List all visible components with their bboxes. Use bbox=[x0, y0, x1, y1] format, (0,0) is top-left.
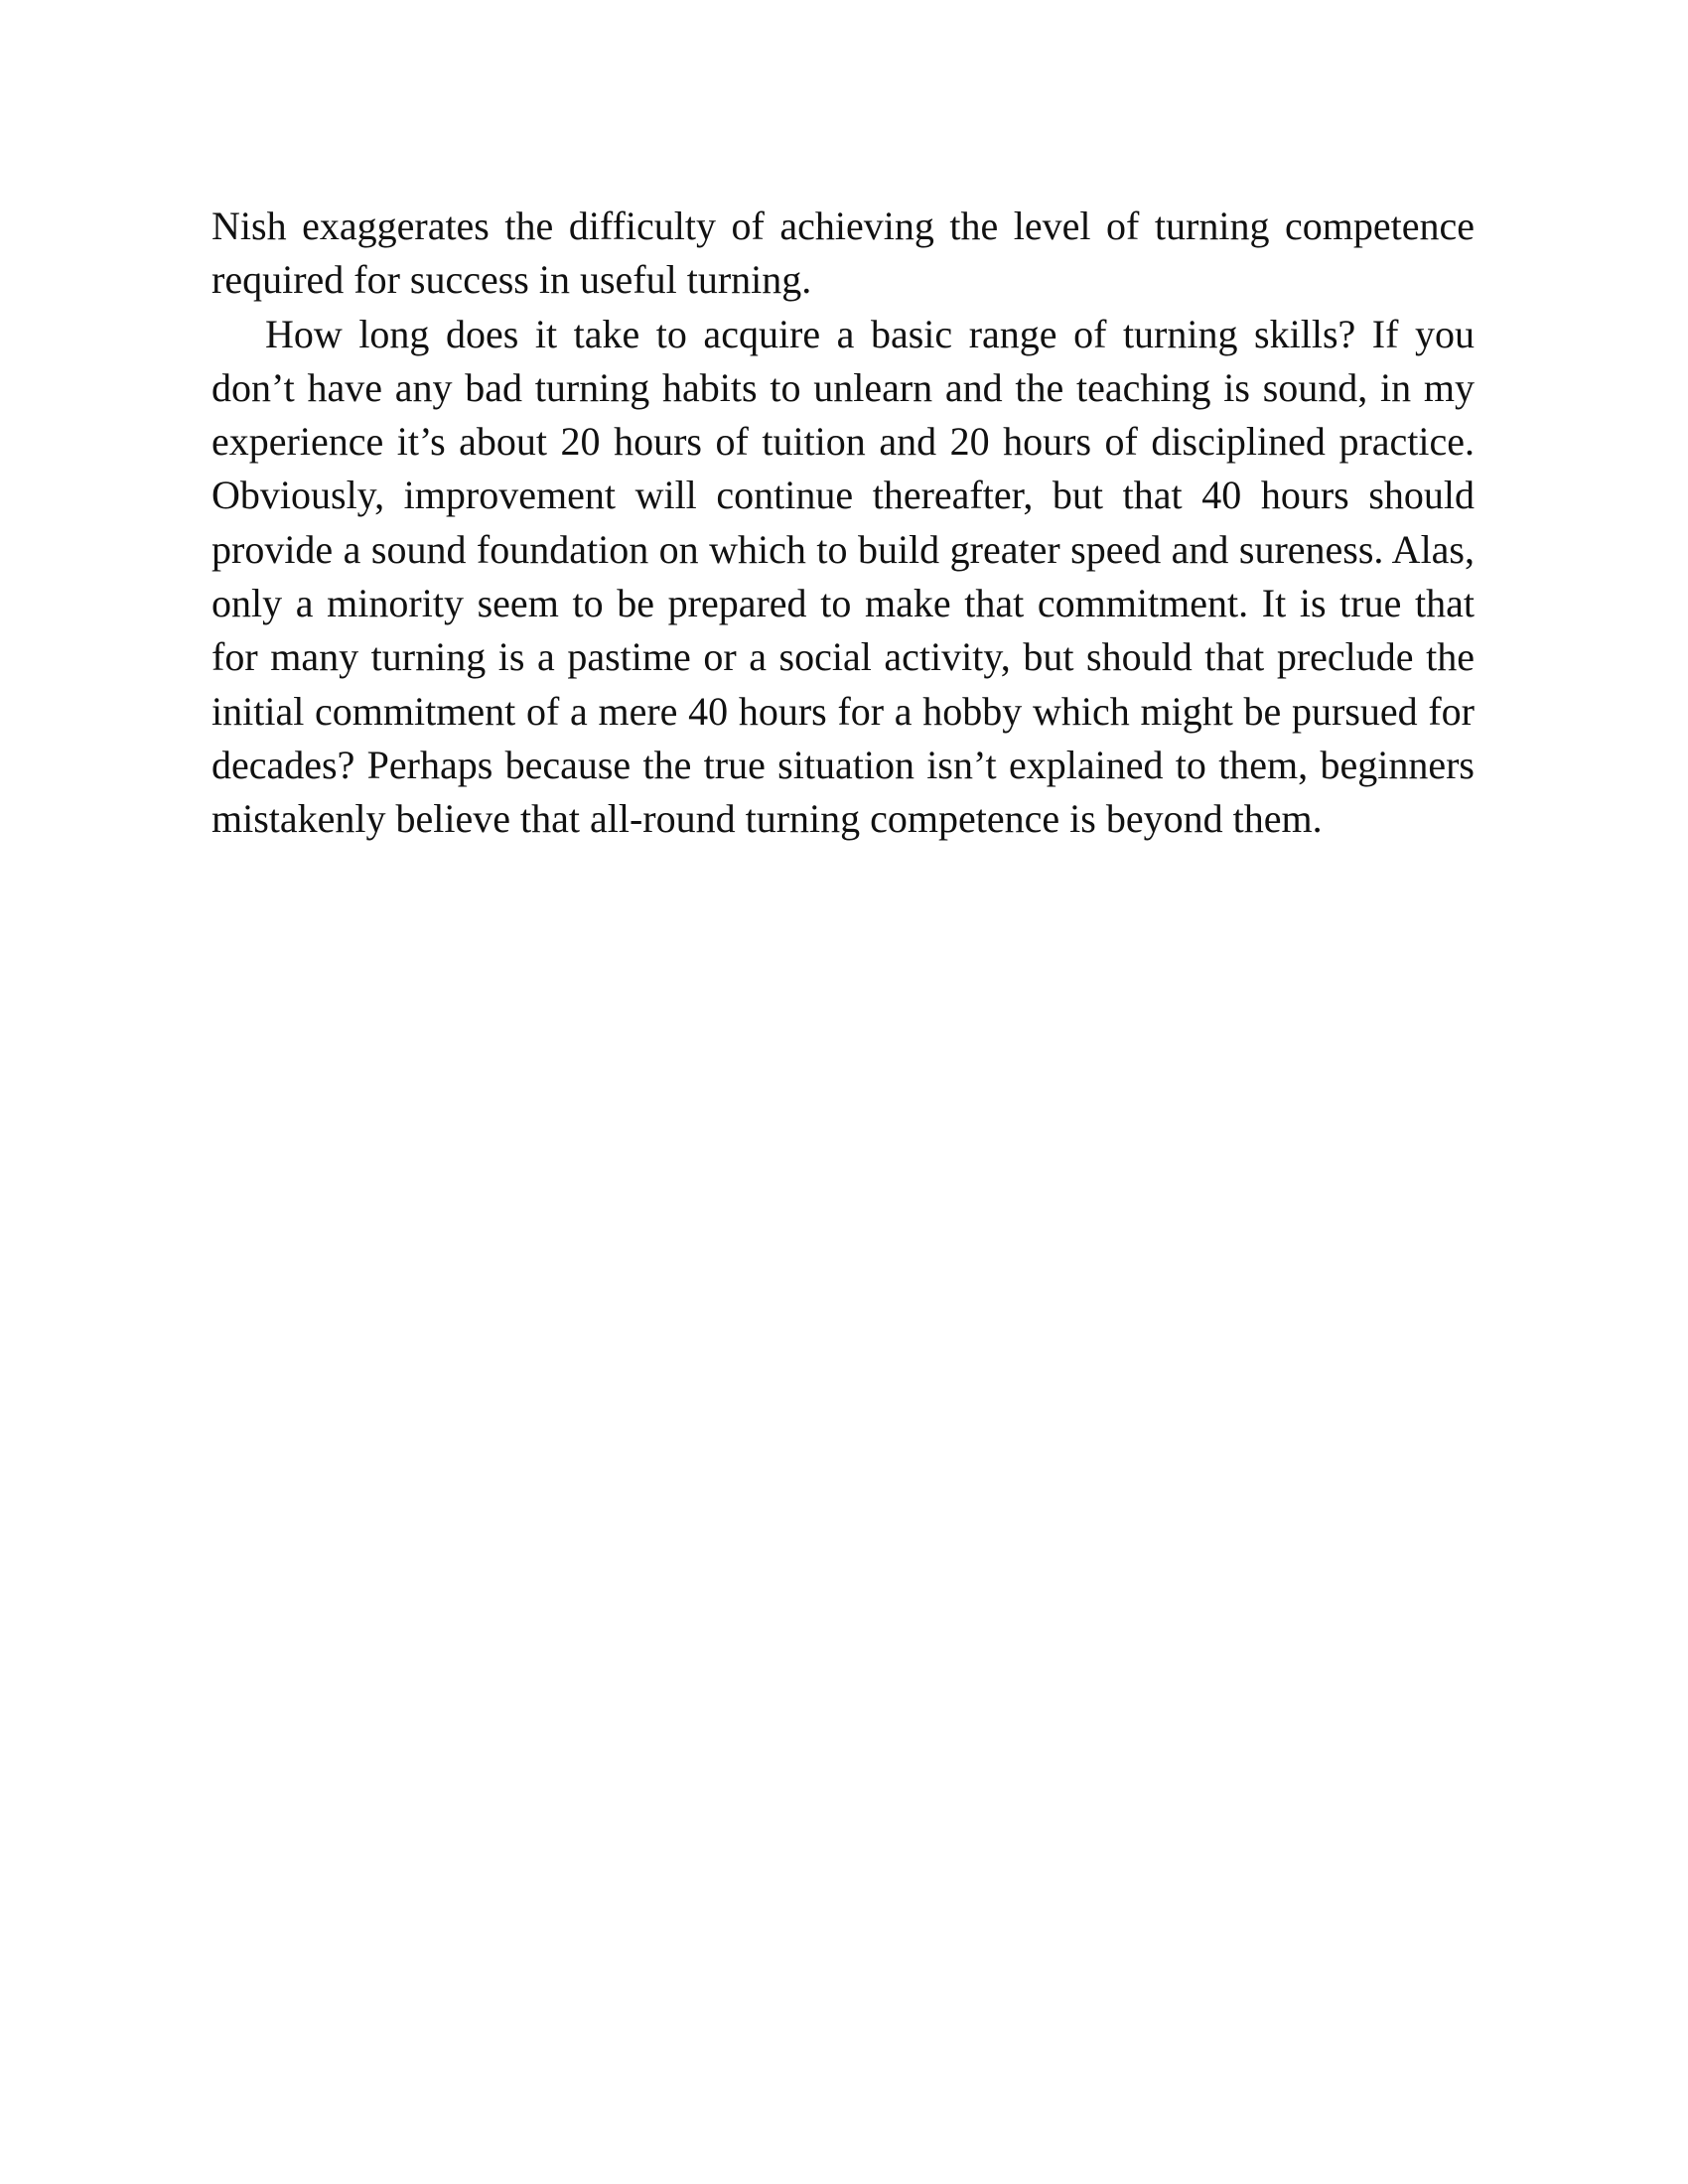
paragraph-continuation: Nish exaggerates the difficulty of achieving the level of turning competence required for success in useful turning. bbox=[211, 204, 1475, 303]
body-text bbox=[211, 200, 1475, 847]
paragraph-turning-skills: How long does it take to acquire a basic range of turning skills? If you don’t have any bad turning habits to unlearn and the teaching is sound, in my experience it’s about 20 hours of tuition and 20 hours of disciplined practice. Obviously, improvement will continue thereafter, but that 40 hours should provide a sound foundation on which to build greater speed and sureness. Alas, only a minority seem to be prepared to make that commitment. It is true that for many turning is a pastime or a social activity, but should that preclude the initial commitment of a mere 40 hours for a hobby which might be pursued for decades? Perhaps because the true situation isn’t explained to them, beginners mistakenly believe that all-round turning competence is beyond them. bbox=[211, 311, 1475, 842]
